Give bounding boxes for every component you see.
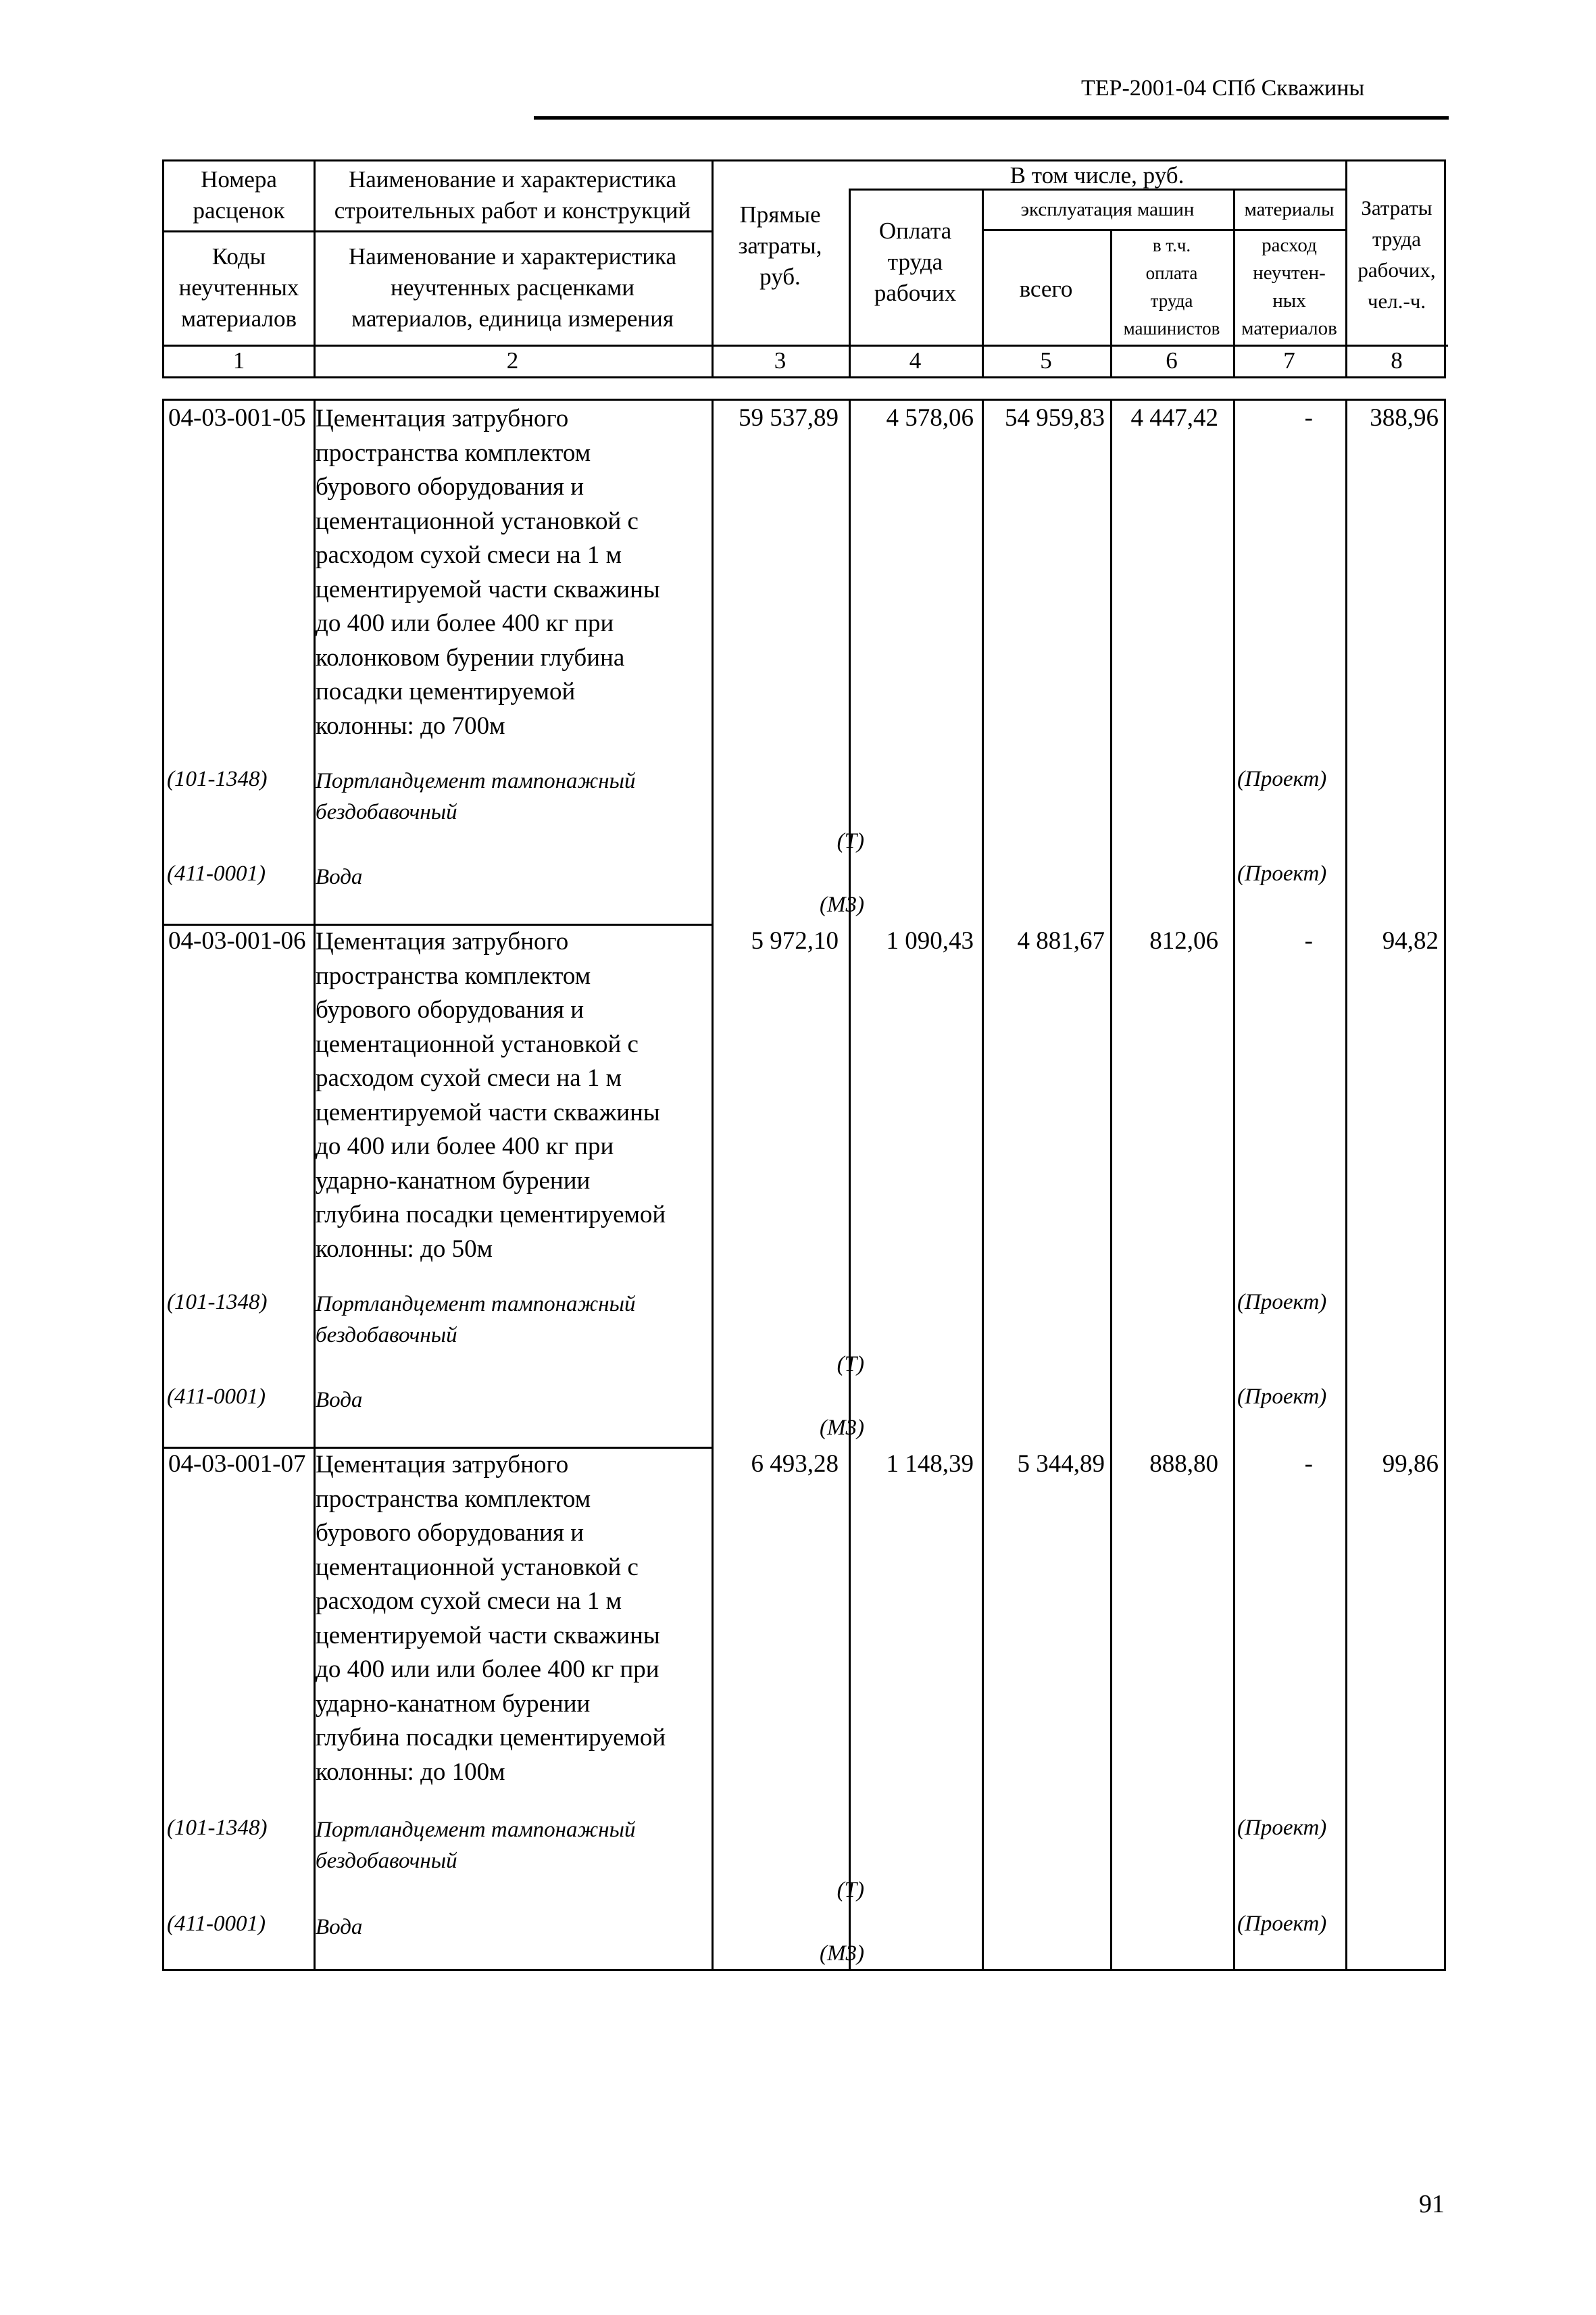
col8-label: Затраты труда рабочих, чел.-ч. bbox=[1357, 196, 1436, 313]
col-number: 5 bbox=[1040, 347, 1052, 374]
labor-cost: 4 578,06 bbox=[886, 404, 974, 432]
labor-cost: 1 148,39 bbox=[886, 1450, 974, 1478]
labor-hours: 94,82 bbox=[1382, 927, 1439, 955]
rate-code: 04-03-001-07 bbox=[168, 1450, 306, 1478]
materials-value: - bbox=[1304, 927, 1313, 955]
col4-label: Оплата труда рабочих bbox=[874, 218, 957, 306]
running-title: ТЕР-2001-04 СПб Скважины bbox=[1081, 76, 1365, 101]
col-divider bbox=[982, 401, 984, 1969]
machinist-labor-cost: 812,06 bbox=[1149, 927, 1218, 955]
col1-bottom-label: Коды неучтенных материалов bbox=[178, 243, 299, 332]
row-divider bbox=[314, 230, 712, 232]
col-number: 3 bbox=[774, 347, 787, 374]
material-note: (Проект) bbox=[1237, 1290, 1327, 1314]
col-divider bbox=[849, 401, 851, 1969]
material-note: (Проект) bbox=[1237, 1385, 1327, 1409]
col-number: 1 bbox=[232, 347, 245, 374]
table-header bbox=[162, 159, 1446, 378]
material-unit: (Т) bbox=[837, 829, 864, 853]
col-number: 2 bbox=[506, 347, 519, 374]
machine-cost: 5 344,89 bbox=[1017, 1450, 1105, 1478]
material-code: (411-0001) bbox=[167, 862, 266, 886]
material-unit: (М3) bbox=[820, 1416, 864, 1440]
row-divider bbox=[982, 229, 1345, 231]
material-name: Вода bbox=[316, 1388, 363, 1412]
machines-label: эксплуатация машин bbox=[1020, 199, 1195, 220]
col-divider bbox=[1233, 401, 1235, 1969]
direct-cost: 6 493,28 bbox=[751, 1450, 839, 1478]
machine-cost: 4 881,67 bbox=[1017, 927, 1105, 955]
table-body bbox=[162, 399, 1446, 1971]
materials-value: - bbox=[1304, 1450, 1313, 1478]
materials-value: - bbox=[1304, 404, 1313, 432]
material-unit: (М3) bbox=[820, 893, 864, 917]
material-code: (411-0001) bbox=[167, 1912, 266, 1936]
material-unit: (Т) bbox=[837, 1878, 864, 1902]
col-divider bbox=[1110, 401, 1112, 1969]
material-name: Вода bbox=[316, 865, 363, 889]
material-note: (Проект) bbox=[1237, 1912, 1327, 1936]
direct-cost: 5 972,10 bbox=[751, 927, 839, 955]
material-unit: (М3) bbox=[820, 1941, 864, 1966]
rate-code: 04-03-001-06 bbox=[168, 927, 306, 955]
rate-code: 04-03-001-05 bbox=[168, 404, 306, 432]
col5-label: всего bbox=[1019, 276, 1073, 302]
col-number: 7 bbox=[1283, 347, 1295, 374]
direct-cost: 59 537,89 bbox=[739, 404, 839, 432]
group-label: В том числе, руб. bbox=[1009, 162, 1184, 189]
material-name: Вода bbox=[316, 1915, 363, 1939]
labor-cost: 1 090,43 bbox=[886, 927, 974, 955]
work-description: Цементация затрубного пространства комплектом бурового оборудования и цементационной установкой с расходом сухой смеси на 1 м цементируемой части скважины до 400 или более 400 кг при ударно-канатном бурении глубина посадки цементируемой колонны: до 50м bbox=[316, 928, 666, 1263]
material-name: Портландцемент тампонажный бездобавочный bbox=[316, 1292, 636, 1347]
col6-label: в т.ч. оплата труда машинистов bbox=[1123, 235, 1220, 339]
material-name: Портландцемент тампонажный бездобавочный bbox=[316, 769, 636, 824]
material-note: (Проект) bbox=[1237, 862, 1327, 886]
materials-label: материалы bbox=[1244, 199, 1335, 220]
col1-top-label: Номера расценок bbox=[193, 166, 285, 224]
material-code: (101-1348) bbox=[167, 1816, 268, 1840]
machine-cost: 54 959,83 bbox=[1005, 404, 1105, 432]
labor-hours: 388,96 bbox=[1370, 404, 1439, 432]
col-number: 6 bbox=[1166, 347, 1178, 374]
col3-label: Прямые затраты, руб. bbox=[738, 201, 822, 290]
material-code: (411-0001) bbox=[167, 1385, 266, 1409]
col2-top-label: Наименование и характеристика строительных работ и конструкций bbox=[334, 166, 691, 224]
material-note: (Проект) bbox=[1237, 767, 1327, 791]
machinist-labor-cost: 4 447,42 bbox=[1130, 404, 1218, 432]
header-rule bbox=[534, 116, 1449, 120]
row-divider bbox=[164, 230, 314, 232]
col7-label: расход неучтен- ных материалов bbox=[1241, 234, 1337, 339]
material-code: (101-1348) bbox=[167, 767, 268, 791]
col-number: 8 bbox=[1391, 347, 1403, 374]
col-divider bbox=[1345, 401, 1347, 1969]
work-description: Цементация затрубного пространства комплектом бурового оборудования и цементационной установкой с расходом сухой смеси на 1 м цементируемой части скважины до 400 или более 400 кг при колонковом бурении глубина посадки цементируемой колонны: до 700м bbox=[316, 405, 660, 740]
material-code: (101-1348) bbox=[167, 1290, 268, 1314]
work-description: Цементация затрубного пространства комплектом бурового оборудования и цементационной установкой с расходом сухой смеси на 1 м цементируемой части скважины до 400 или или более 400 кг при ударно-канатном бурении глубина посадки цементируемой колонны: до 100м bbox=[316, 1451, 666, 1786]
material-name: Портландцемент тампонажный бездобавочный bbox=[316, 1818, 636, 1873]
col2-bottom-label: Наименование и характеристика неучтенных расценками материалов, единица измерения bbox=[348, 243, 677, 332]
material-unit: (Т) bbox=[837, 1352, 864, 1376]
machinist-labor-cost: 888,80 bbox=[1149, 1450, 1218, 1478]
labor-hours: 99,86 bbox=[1382, 1450, 1439, 1478]
material-note: (Проект) bbox=[1237, 1816, 1327, 1840]
page-number: 91 bbox=[1419, 2190, 1445, 2218]
col-number: 4 bbox=[909, 347, 922, 374]
